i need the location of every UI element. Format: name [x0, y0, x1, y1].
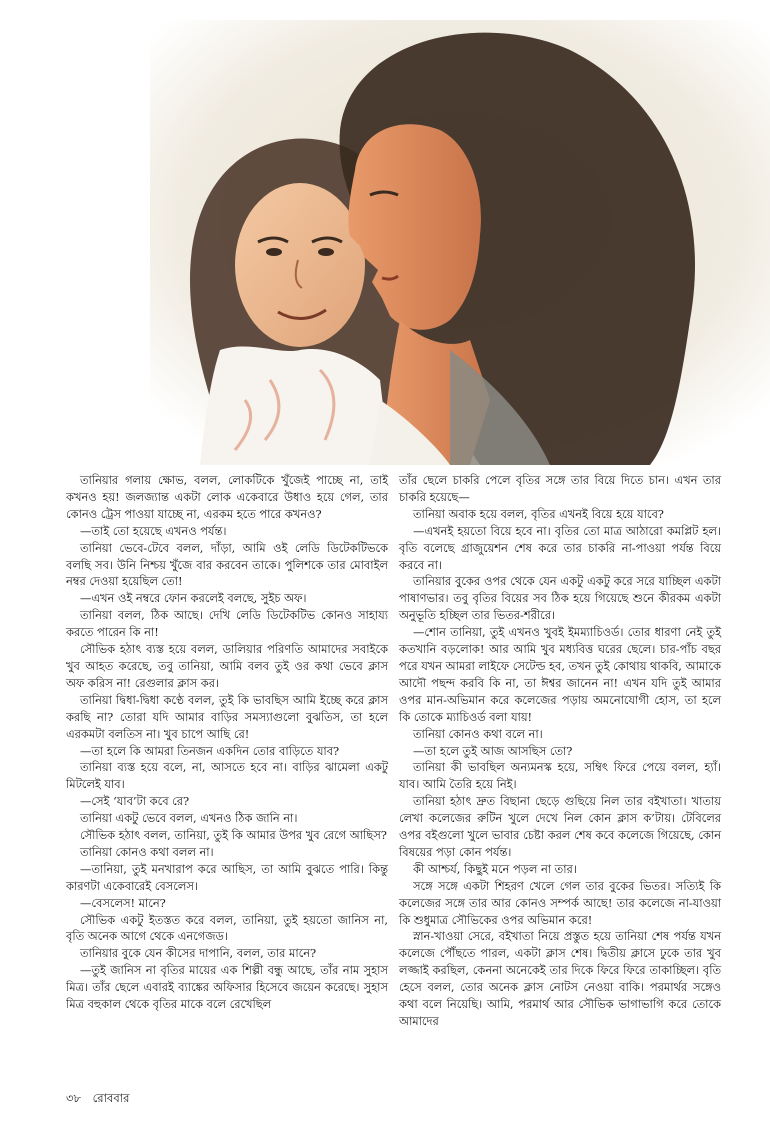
paragraph: তানিয়া কোনও কথা বলে না।	[413, 726, 543, 741]
left-text-column	[66, 472, 388, 1013]
paragraph: তানিয়া ভেবে-টেবে বলল, দাঁড়া, আমি ওই লেডি ডিটেকটিভকে বলছি সব। উনি নিশ্চয় খুঁজে বার করবেন তাকে। পুলিশকে তার মোবাইল নম্বর দেওয়া হয়েছিল তো!	[66, 540, 388, 589]
paragraph: —শোন তানিয়া, তুই এখনও খুবই ইমম্যাচিওর্ড। তোর ধারণা নেই তুই কতখানি বড়লোক! আর আমি খুব মধ্যবিত্ত ঘরের ছেলে। চার-পাঁচ বছর পরে যখন আমরা লাইফে সেটেল্ড হব, তখন তুই কোথায় থাকবি, আমাকে আদৌ পছন্দ করবি কি না, তা ঈশ্বর জানেন না! এখন যদি তুই আমার ওপর মান-অভিমান করে কলেজের পড়ায় অমনোযোগী হোস, তা হলে কি তোকে ম্যাচিওর্ড বলা যায়!	[399, 625, 721, 724]
paragraph: —তানিয়া, তুই মনখারাপ করে আছিস, তা আমি বুঝতে পারি। কিন্তু কারণটা একেবারেই বেসলেস।	[66, 861, 388, 893]
paragraph: —সেই ‘যাব’টা কবে রে?	[80, 794, 190, 809]
paragraph: তানিয়ার গলায় ক্ষোভ, বলল, লোকটিকে খুঁজেই পাচ্ছে না, তাই কখনও হয়! জলজ্যান্ত একটা লোক একেবারে উধাও হয়ে গেল, তার কোনও ট্রেস পাওয়া যাচ্ছে না, এরকম হতে পারে কখনও?	[66, 473, 388, 521]
paragraph: —এখনই হয়তো বিয়ে হবে না। বৃতির তো মাত্র আঠারো কমপ্লিট হল। বৃতি বলেছে গ্রাজুয়েশন শেষ করে তার চাকরি না-পাওয়া পর্যন্ত বিয়ে করবে না।	[399, 523, 721, 572]
paragraph: সৌভিক হঠাৎ ব্যস্ত হয়ে বলল, ডালিয়ার পরিণতি আমাদের সবাইকে খুব আহত করেছে, তবু তানিয়া, আমি বলব তুই ওর কথা ভেবে ক্লাস অফ করিস না! রেগুলার ক্লাস কর।	[66, 642, 388, 690]
magazine-name: রোববার	[92, 1091, 130, 1105]
paragraph: —বেসলেস! মানে?	[80, 895, 166, 910]
paragraph: সঙ্গে সঙ্গে একটা শিহরণ খেলে গেল তার বুকের ভিতর। সত্যিই কি কলেজের সঙ্গে তার আর কোনও সম্পর্ক আছে! তার কলেজে না-যাওয়া কি শুধুমাত্র সৌভিকের ওপর অভিমান করে!	[399, 878, 721, 927]
page-number: ৩৮	[66, 1091, 81, 1105]
paragraph: সৌভিক একটু ইতস্তত করে বলল, তানিয়া, তুই হয়তো জানিস না, বৃতি অনেক আগে থেকে এনগেজড।	[66, 912, 388, 944]
right-text-column	[399, 472, 721, 1030]
paragraph: —তুই জানিস না বৃতির মায়ের এক শিল্পী বন্ধু আছে, তাঁর নাম সুহাস মিত্র। তাঁর ছেলে এবারই ব্যাঙ্কের অফিসার হিসেবে জয়েন করেছে। সুহাস মিত্র বহুকাল থেকে বৃতির মাকে বলে রেখেছিল	[66, 963, 388, 1012]
page-footer	[66, 1090, 137, 1109]
paragraph: —তাই তো হয়েছে এখনও পর্যন্ত।	[80, 523, 227, 538]
paragraph: তানিয়া একটু ভেবে বলল, এখনও ঠিক জানি না।	[80, 811, 298, 826]
paragraph: স্নান-খাওয়া সেরে, বইখাতা নিয়ে প্রস্তুত হয়ে তানিয়া শেষ পর্যন্ত যখন কলেজে পৌঁছতে পারল, একটা ক্লাস শেষ। দ্বিতীয় ক্লাসে ঢুকে তার খুব লজ্জাই করছিল, কেননা অনেকেই তার দিকে ফিরে ফিরে তাকাচ্ছিল। বৃতি হেসে বলল, তোর অনেক ক্লাস নোটস নেওয়া বাকি। পরমার্থর সঙ্গেও কথা বলে নিয়েছি। আমি, পরমার্থ আর সৌভিক ভাগাভাগি করে তোকে আমাদের	[399, 929, 721, 1028]
paragraph: তানিয়া কী ভাবছিল অন্যমনস্ক হয়ে, সম্বিৎ ফিরে পেয়ে বলল, হ্যাঁ। যাব। আমি তৈরি হয়ে নিই।	[399, 760, 721, 792]
watercolor-illustration	[150, 20, 770, 465]
paragraph: তানিয়া হঠাৎ দ্রুত বিছানা ছেড়ে গুছিয়ে নিল তার বইখাতা। খাতায় লেখা কলেজের রুটিন খুলে দেখে নিল কোন ক্লাস ক’টায়। টেবিলের ওপর বইগুলো খুলে ভাবার চেষ্টা করল শেষ কবে কলেজে গিয়েছে, কোন বিষয়ের পড়া কোন পর্যন্ত।	[399, 794, 721, 859]
paragraph: তাঁর ছেলে চাকরি পেলে বৃতির সঙ্গে তার বিয়ে দিতে চান। এখন তার চাকরি হয়েছে—	[399, 473, 721, 504]
paragraph: তানিয়া ব্যস্ত হয়ে বলে, না, আসতে হবে না। বাড়ির ঝামেলা একটু মিটলেই যাব।	[66, 760, 388, 792]
paragraph: তানিয়া অবাক হয়ে বলল, বৃতির এখনই বিয়ে হয়ে যাবে?	[413, 506, 664, 521]
paragraph: —এখন ওই নম্বরে ফোন করলেই বলছে, সুইচ অফ।	[80, 591, 307, 606]
paragraph: কী আশ্চর্য, কিছুই মনে পড়ল না তার।	[413, 861, 577, 876]
paragraph: তানিয়ার বুকে যেন কীসের দাপানি, বলল, তার মানে?	[80, 946, 317, 961]
paragraph: সৌভিক হঠাৎ বলল, তানিয়া, তুই কি আমার উপর খুব রেগে আছিস?	[80, 828, 387, 843]
paragraph: তানিয়া কোনও কথা বলল না।	[80, 844, 214, 859]
paragraph: —তা হলে কি আমরা তিনজন একদিন তোর বাড়িতে যাব?	[80, 743, 340, 758]
paragraph: তানিয়ার বুকের ওপর থেকে যেন একটু একটু করে সরে যাচ্ছিল একটা পাষাণভার। তবু বৃতির বিয়ের সব ঠিক হয়ে গিয়েছে শুনে কীরকম একটা অনুভূতি হচ্ছিল তার ভিতর-শরীরে।	[399, 574, 721, 623]
paragraph: —তা হলে তুই আজ আসছিস তো?	[413, 743, 573, 758]
paragraph: তানিয়া বলল, ঠিক আছে। দেখি লেডি ডিটেকটিভ কোনও সাহায্য করতে পারেন কি না!	[66, 608, 388, 640]
paragraph: তানিয়া দ্বিধা-দ্বিধা কণ্ঠে বলল, তুই কি ভাবছিস আমি ইচ্ছে করে ক্লাস করছি না? তোরা যদি আমার বাড়ির সমস্যাগুলো বুঝতিস, তা হলে এরকমটা বলতিস না। খুব চাপে আছি রে!	[66, 692, 388, 741]
